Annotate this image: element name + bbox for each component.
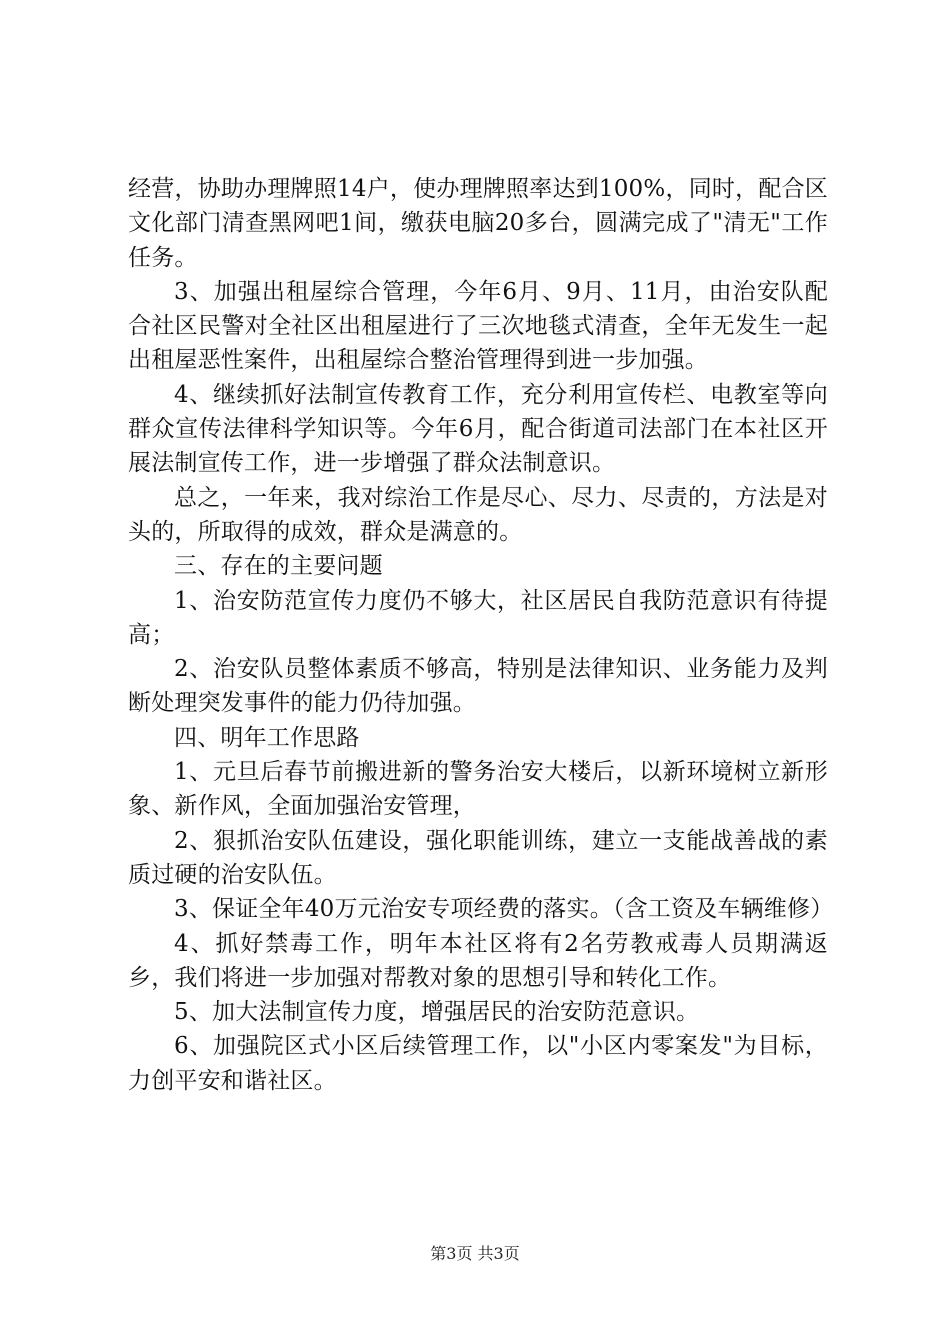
document-body (128, 172, 834, 1098)
paragraph-plan-5: 5、加大法制宣传力度，增强居民的治安防范意识。 (174, 999, 700, 1026)
paragraph-plan-6: 6、加强院区式小区后续管理工作，以"小区内零案发"为目标，力创平安和谐社区。 (128, 1033, 828, 1094)
paragraph-problem-1: 1、治安防范宣传力度仍不够大，社区居民自我防范意识有待提高； (128, 587, 828, 648)
paragraph-continuation: 经营，协助办理牌照14户，使办理牌照率达到100%，同时，配合区文化部门清查黑网吧1间，缴获电脑20多台，圆满完成了"清无"工作任务。 (128, 176, 828, 271)
paragraph-summary: 总之，一年来，我对综治工作是尽心、尽力、尽责的，方法是对头的，所取得的成效，群众是满意的。 (128, 484, 828, 545)
paragraph-item-3-rental-housing: 3、加强出租屋综合管理，今年6月、9月、11月，由治安队配合社区民警对全社区出租屋进行了三次地毯式清查，全年无发生一起出租屋恶性案件，出租屋综合整治管理得到进一步加强。 (128, 278, 828, 374)
page-number-footer: 第3页 共3页 (430, 1244, 520, 1263)
paragraph-item-4-legal-education: 4、继续抓好法制宣传教育工作，充分利用宣传栏、电教室等向群众宣传法律科学知识等。今年6月，配合街道司法部门在本社区开展法制宣传工作，进一步增强了群众法制意识。 (128, 381, 828, 477)
paragraph-problem-2: 2、治安队员整体素质不够高，特别是法律知识、业务能力及判断处理突发事件的能力仍待加强。 (128, 656, 828, 717)
paragraph-plan-3: 3、保证全年40万元治安专项经费的落实。（含工资及车辆维修） (174, 896, 834, 923)
paragraph-plan-1: 1、元旦后春节前搬进新的警务治安大楼后，以新环境树立新形象、新作风，全面加强治安管理， (128, 759, 828, 820)
paragraph-plan-2: 2、狠抓治安队伍建设，强化职能训练，建立一支能战善战的素质过硬的治安队伍。 (128, 827, 828, 888)
section-heading-next-year-plan: 四、明年工作思路 (174, 724, 360, 751)
section-heading-problems: 三、存在的主要问题 (174, 553, 383, 580)
paragraph-plan-4: 4、抓好禁毒工作，明年本社区将有2名劳教戒毒人员期满返乡，我们将进一步加强对帮教对象的思想引导和转化工作。 (128, 930, 828, 991)
